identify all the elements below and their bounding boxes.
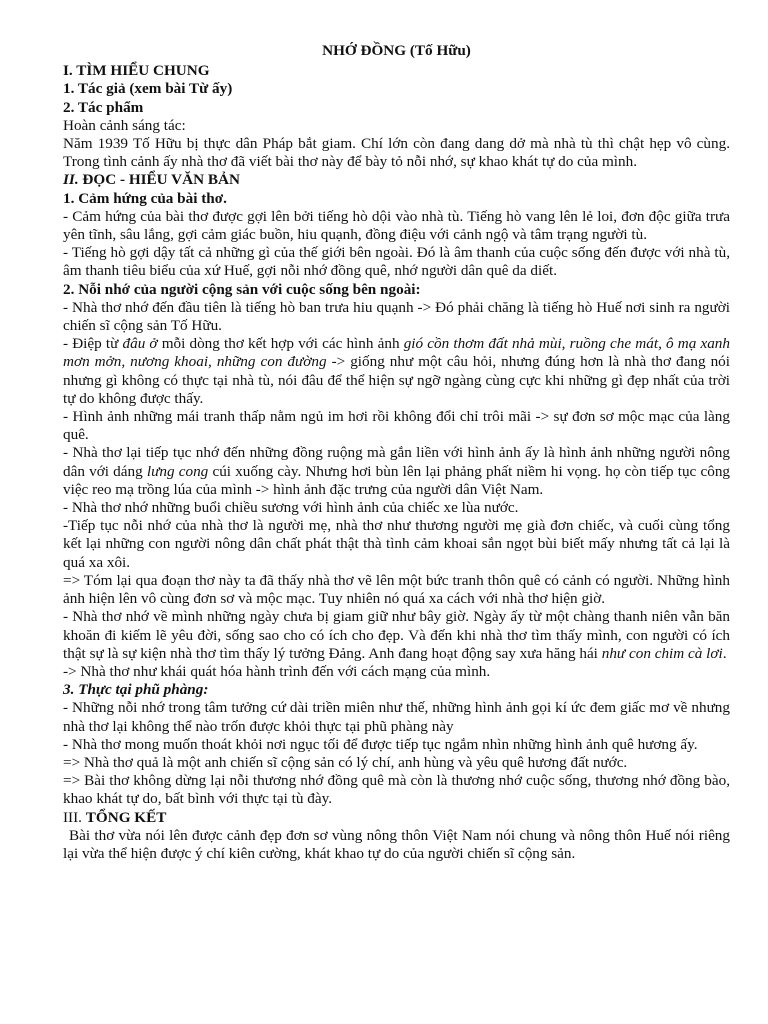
subsection-memory: 2. Nỗi nhớ của người cộng sản với cuộc sống bên ngoài: bbox=[63, 280, 421, 298]
paragraph: - Những nỗi nhớ trong tâm tưởng cứ dài triền miên như thế, những hình ảnh gọi kí ức đem giấc mơ về nhưng nhà thơ lại không thể nào trốn được khỏi thực tại phũ phàng này bbox=[63, 699, 730, 735]
paragraph: - Nhà thơ mong muốn thoát khỏi nơi ngục tối để được tiếp tục ngắm nhìn những hình ảnh quê hương ấy. bbox=[63, 735, 698, 753]
section-3-title: TỔNG KẾT bbox=[85, 808, 167, 826]
paragraph: => Nhà thơ quả là một anh chiến sĩ cộng sản có lý chí, anh hùng và yêu quê hương đất nước. bbox=[63, 753, 628, 771]
paragraph: - Nhà thơ nhớ những buổi chiều sương với hình ảnh của chiếc xe lùa nước. bbox=[63, 499, 519, 517]
text-run: -> giống như một câu hỏi, nhưng đúng hơn là nhà thơ đang nói nhưng gì không có thực tại nhà tù, nói đâu để thể hiện sự ngỡ ngàng cùng cực khi những gì đẹp nhất của trời tự do không được thấy. bbox=[63, 353, 730, 407]
text-run: - Điệp từ bbox=[63, 335, 123, 353]
text-run: mỗi dòng thơ kết hợp với các hình ảnh bbox=[157, 335, 404, 353]
italic-run: như con chim cà lơi bbox=[601, 644, 723, 662]
italic-run: đâu ở bbox=[122, 335, 158, 353]
paragraph bbox=[63, 608, 730, 663]
section-3-number: III. bbox=[63, 808, 86, 826]
paragraph: - Nhà thơ nhớ đến đầu tiên là tiếng hò ban trưa hiu quạnh -> Đó phải chăng là tiếng hò Huế nơi sinh ra người chiến sĩ cộng sản Tố Hữu. bbox=[63, 298, 730, 335]
paragraph: - Cảm hứng của bài thơ được gợi lên bởi tiếng hò dội vào nhà tù. Tiếng hò vang lên lẻ loi, đơn độc giữa trưa yên tĩnh, sâu lắng, gợi cảm giác buồn, hiu quạnh, đồng điệu với cảnh ngộ và tâm trạng người tù. bbox=[63, 207, 730, 244]
text-run: . bbox=[722, 644, 727, 662]
section-1-heading: I. TÌM HIỂU CHUNG bbox=[63, 62, 210, 80]
subsection-inspiration: 1. Cảm hứng của bài thơ. bbox=[63, 189, 227, 207]
summary-paragraph: Bài thơ vừa nói lên được cảnh đẹp đơn sơ vùng nông thôn Việt Nam nói chung và nông thôn Huế nói riêng lại vừa thể hiện được ý chí kiên cường, khát khao tự do của người chiến sĩ cộng sản. bbox=[63, 826, 730, 862]
context-label: Hoàn cảnh sáng tác: bbox=[63, 116, 186, 134]
subsection-work: 2. Tác phẩm bbox=[63, 98, 144, 116]
section-3-heading bbox=[63, 809, 730, 827]
subsection-author: 1. Tác giả (xem bài Từ ấy) bbox=[63, 80, 233, 98]
paragraph bbox=[63, 335, 730, 408]
paragraph: - Hình ảnh những mái tranh thấp nằm ngủ im hơi rồi không đổi chỉ trôi mãi -> sự đơn sơ mộc mạc của làng quê. bbox=[63, 408, 730, 444]
text-run: - Nhà thơ lại tiếp tục nhớ đến những đồng ruộng mà gắn liền với hình ảnh ấy là hình ảnh những người nông dân với dáng bbox=[63, 444, 730, 480]
text-run: cúi xuống cày. Nhưng hơi bùn lên lại phảng phất niềm hi vọng. họ còn tiếp tục công việc reo mạ trồng lúa của mình -> hình ảnh đặc trưng của người dân Việt Nam. bbox=[63, 462, 731, 498]
subsection-reality: 3. Thực tại phũ phàng: bbox=[63, 681, 209, 699]
paragraph: - Tiếng hò gợi dậy tất cả những gì của thế giới bên ngoài. Đó là âm thanh của cuộc sống đến được với nhà tù, âm thanh tiêu biểu của xứ Huế, gợi nỗi nhớ đồng quê, nhớ người dân quê da diết. bbox=[63, 244, 730, 280]
context-paragraph: Năm 1939 Tố Hữu bị thực dân Pháp bắt giam. Chí lớn còn đang dang dở mà nhà tù thì chật hẹp vô cùng. Trong tình cảnh ấy nhà thơ đã viết bài thơ này để bày tỏ nỗi nhớ, sự khao khát tự do của mình. bbox=[63, 135, 730, 171]
section-2-number: II. bbox=[63, 171, 79, 189]
paragraph bbox=[63, 444, 730, 499]
text-run: - Nhà thơ nhớ về mình những ngày chưa bị giam giữ như bây giờ. Ngày ấy từ một chàng thanh niên vẫn băn khoăn đi kiếm lẽ yêu đời, sống sao cho có ích cho đẹp. Và đến khi nhà thơ tìm thấy mình, con người có ích thật sự là sự kiện nhà thơ tìm thấy lý tưởng Đảng. Anh đang hoạt động say xưa hăng hái bbox=[63, 608, 730, 662]
paragraph: => Bài thơ không dừng lại nỗi thương nhớ đồng quê mà còn là thương nhớ cuộc sống, thương nhớ đồng bào, khao khát tự do, bất bình với thực tại tù đày. bbox=[63, 772, 730, 808]
document-title: NHỚ ĐỒNG (Tố Hữu) bbox=[322, 42, 471, 59]
italic-run: gió cồn thơm đất nhả mùi, ruồng che mát, ô mạ xanh mơn mởn, nương khoai, những con đường bbox=[63, 335, 730, 371]
section-2-heading bbox=[63, 171, 730, 189]
paragraph: -Tiếp tục nỗi nhớ của nhà thơ là người mẹ, nhà thơ như thương người mẹ già đơn chiếc, và cuối cùng tổng kết lại những con người nông dân chất phát thật thà tình cảm khoai sắn ngọt bùi biết mấy nhưng tất cả lại là quá xa xôi. bbox=[63, 517, 730, 571]
paragraph: => Tóm lại qua đoạn thơ này ta đã thấy nhà thơ vẽ lên một bức tranh thôn quê có cảnh có người. Những hình ảnh hiện lên vô cùng đơn sơ và mộc mạc. Tuy nhiên nó quá xa cách với nhà thơ hiện giờ. bbox=[63, 571, 730, 608]
italic-run: lưng cong bbox=[146, 462, 209, 480]
section-2-title: ĐỌC - HIỂU VĂN BẢN bbox=[78, 171, 240, 189]
paragraph: -> Nhà thơ như khái quát hóa hành trình đến với cách mạng của mình. bbox=[63, 662, 491, 680]
